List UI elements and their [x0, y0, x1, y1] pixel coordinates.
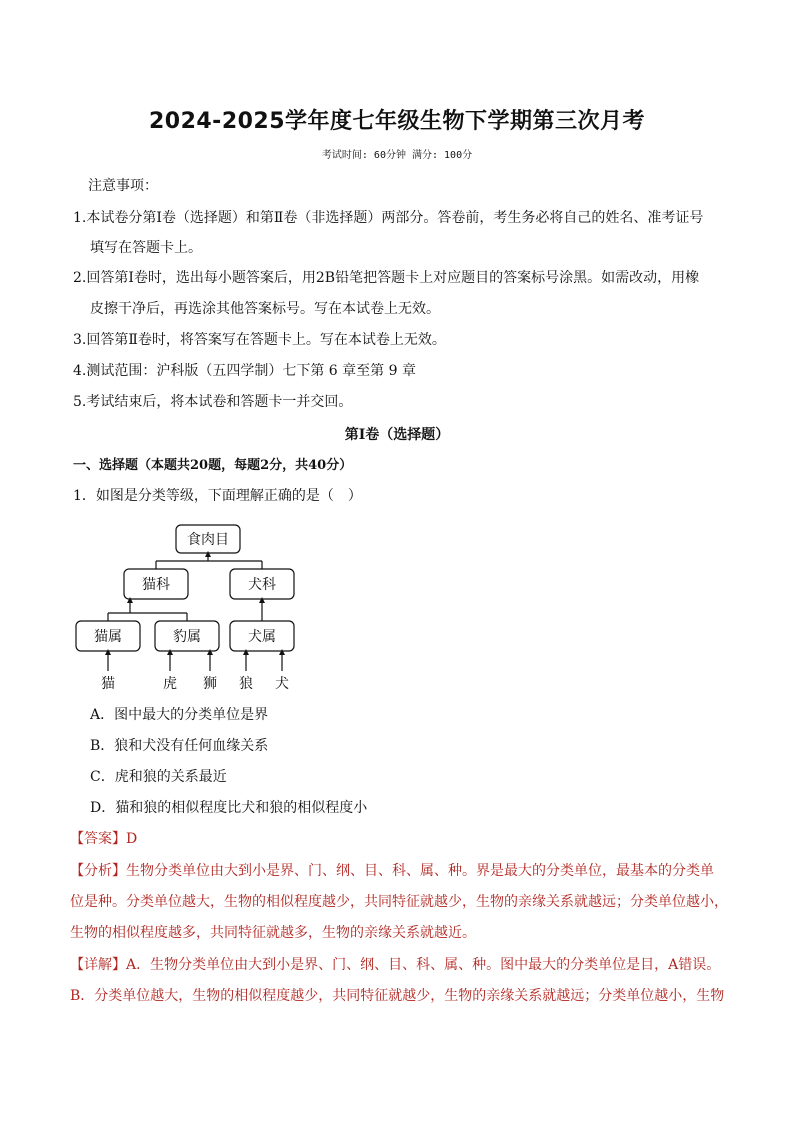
- exam-subtitle: 考试时间: 60分钟 满分: 100分: [321, 150, 473, 161]
- analysis-line-1: [70, 861, 714, 881]
- note-1-cont: 填写在答题卡上。: [90, 240, 202, 256]
- section-title: 第Ⅰ卷（选择题）: [344, 427, 450, 443]
- note-text: 回答第Ⅰ卷时，选出每小题答案后，用2B铅笔把答题卡上对应题目的答案标号涂黑。如需改动，用橡: [86, 270, 700, 286]
- note-2: [73, 268, 699, 288]
- note-text: 测试范围：沪科版（五四学制）七下第 6 章至第 9 章: [86, 363, 416, 379]
- note-2-cont: 皮擦干净后，再选涂其他答案标号。写在本试卷上无效。: [90, 301, 440, 317]
- note-number: 2.: [73, 270, 87, 286]
- option-a: A．图中最大的分类单位是界: [90, 707, 269, 723]
- answer-value: D: [126, 831, 138, 847]
- answer-line: [70, 829, 137, 849]
- note-3: [73, 330, 446, 350]
- exam-title: 2024-2025学年度七年级生物下学期第三次月考: [148, 109, 646, 134]
- species-wolf: 狼: [239, 676, 253, 692]
- note-1: [73, 208, 703, 228]
- notes-heading: 注意事项：: [88, 178, 158, 194]
- note-4: [73, 361, 416, 381]
- option-b: B．狼和犬没有任何血缘关系: [90, 738, 269, 754]
- classification-diagram: [70, 518, 310, 698]
- note-number: 4.: [73, 363, 87, 379]
- detail-line-2: B．分类单位越大，生物的相似程度越少，共同特征就越少，生物的亲缘关系就越远；分类单位越小，生物: [70, 988, 725, 1004]
- genus-cat-label: 猫属: [94, 629, 122, 645]
- detail-line-1: [70, 955, 720, 975]
- species-tiger: 虎: [163, 676, 177, 692]
- analysis-text: 生物分类单位由大到小是界、门、纲、目、科、属、种。界是最大的分类单位，最基本的分类单: [126, 863, 714, 879]
- note-text: 回答第Ⅱ卷时，将答案写在答题卡上。写在本试卷上无效。: [86, 332, 446, 348]
- analysis-line-2: 位是种。分类单位越大，生物的相似程度越少，共同特征就越少，生物的亲缘关系就越远；分类单位越小，: [70, 894, 728, 910]
- detail-tag: 【详解】: [70, 957, 126, 973]
- option-d: D．猫和狼的相似程度比犬和狼的相似程度小: [90, 800, 368, 816]
- answer-tag: 【答案】: [70, 831, 126, 847]
- species-cat: 猫: [101, 676, 115, 692]
- analysis-line-3: 生物的相似程度越多，共同特征就越多，生物的亲缘关系就越近。: [70, 925, 476, 941]
- note-5: [73, 392, 352, 412]
- family-dog-label: 犬科: [248, 577, 276, 593]
- question-stem: 1．如图是分类等级，下面理解正确的是（ ）: [73, 488, 362, 504]
- family-cat-label: 猫科: [142, 577, 170, 593]
- genus-leopard-label: 豹属: [173, 629, 201, 645]
- note-text: 本试卷分第Ⅰ卷（选择题）和第Ⅱ卷（非选择题）两部分。答卷前，考生务必将自己的姓名、准考证号: [86, 210, 704, 226]
- note-number: 5.: [73, 394, 87, 410]
- option-c: C．虎和狼的关系最近: [90, 769, 227, 785]
- note-text: 考试结束后，将本试卷和答题卡一并交回。: [86, 394, 353, 410]
- species-dog: 犬: [275, 676, 289, 692]
- part-heading: 一、选择题（本题共20题，每题2分，共40分）: [73, 458, 353, 473]
- genus-dog-label: 犬属: [248, 629, 276, 645]
- analysis-tag: 【分析】: [70, 863, 126, 879]
- note-number: 1.: [73, 210, 87, 226]
- order-label: 食肉目: [187, 532, 229, 548]
- note-number: 3.: [73, 332, 87, 348]
- species-lion: 狮: [203, 676, 217, 692]
- detail-text: A．生物分类单位由大到小是界、门、纲、目、科、属、种。图中最大的分类单位是目，A错误。: [126, 957, 721, 973]
